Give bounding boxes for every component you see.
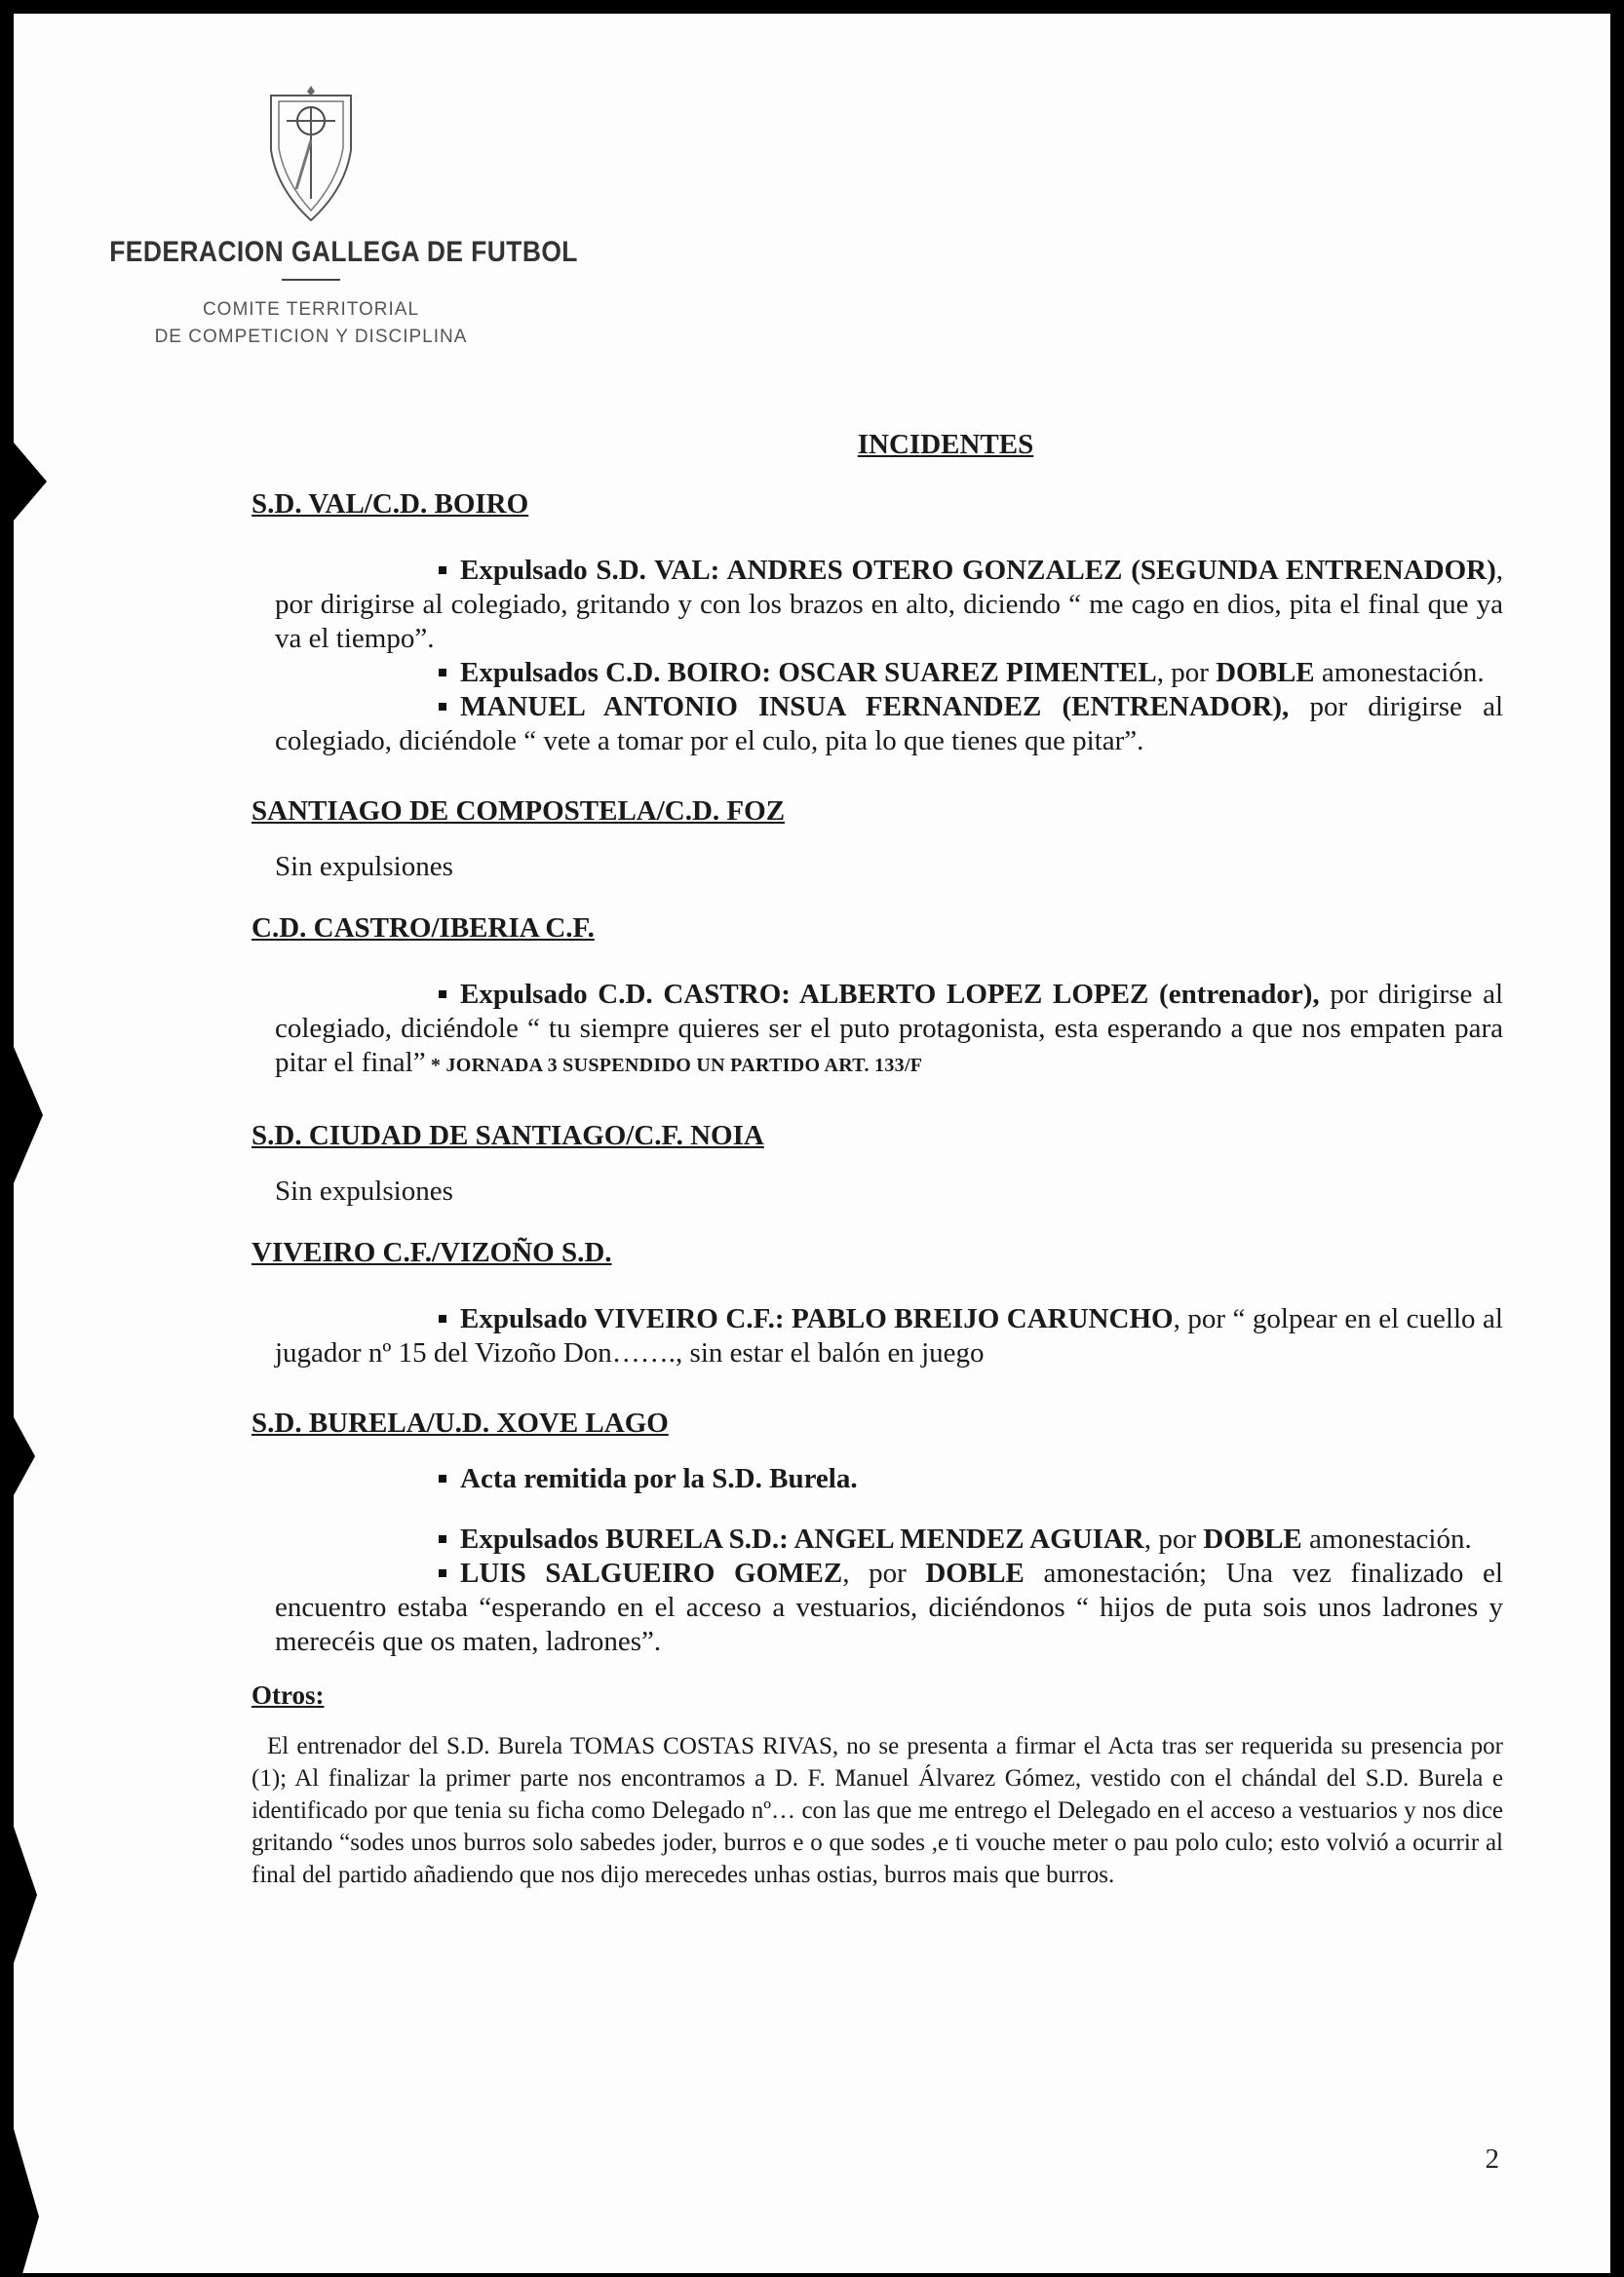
bullet-icon: [439, 1475, 446, 1483]
torn-edge: [14, 443, 47, 521]
bullet-icon: [439, 1535, 446, 1543]
acta-note: Acta remitida por la S.D. Burela.: [275, 1463, 1503, 1495]
federation-name: FEDERACION GALLEGA DE FUTBOL: [109, 236, 578, 268]
committee-line-1: COMITE TERRITORIAL: [202, 299, 420, 320]
bullet-icon: [439, 1315, 446, 1323]
otros-paragraph: El entrenador del S.D. Burela TOMAS COSTAS RIVAS, no se presenta a firmar el Acta tras ser requerida su presencia por (1); Al finalizar la primer parte nos encontramos a D. F. Manuel Álvarez Gómez, vestido con el chándal del S.D. Burela e identificado por que tenia su ficha como Delegado nº… con las que me entrego el Delegado en el acceso a vestuarios y nos dice gritando “sodes unos burros solo sabedes joder, burros e o que sodes ,e ti vouche meter o pau polo culo; esto volvió a ocurrir al final del partido añadiendo que nos dijo merecedes unhas ostias, burros mais que burros.: [251, 1733, 1503, 1888]
letterhead: [82, 82, 578, 351]
no-expulsions-text: Sin expulsiones: [275, 851, 453, 882]
torn-edge: [14, 2129, 39, 2273]
document-page: [14, 14, 1610, 2273]
no-expulsions-text: Sin expulsiones: [275, 1176, 453, 1207]
incident-item: LUIS SALGUEIRO GOMEZ, por DOBLE amonestación; Una vez finalizado el encuentro estaba “esperando en el acceso a vestuarios, diciéndonos “ hijos de puta sois unos ladrones y merecéis que os maten, ladrones”.: [275, 1558, 1503, 1657]
match-heading: S.D. CIUDAD DE SANTIAGO/C.F. NOIA: [251, 1120, 764, 1151]
document-body: [251, 429, 1503, 1891]
torn-edge: [14, 1047, 43, 1183]
page-number: 2: [1485, 2143, 1499, 2175]
page-title: INCIDENTES: [857, 429, 1034, 460]
bullet-icon: [439, 1569, 446, 1577]
bullet-icon: [439, 566, 446, 574]
match-heading: C.D. CASTRO/IBERIA C.F.: [251, 912, 595, 944]
divider: [282, 279, 340, 281]
crest-icon: [267, 82, 355, 222]
torn-edge: [14, 1417, 35, 1495]
torn-edge: [14, 1827, 37, 1963]
incident-item: Expulsados BURELA S.D.: ANGEL MENDEZ AGUIAR, por DOBLE amonestación.: [275, 1523, 1503, 1557]
bullet-icon: [439, 703, 446, 711]
committee-line-2: DE COMPETICION Y DISCIPLINA: [154, 327, 468, 347]
incident-item: Expulsado C.D. CASTRO: ALBERTO LOPEZ LOPEZ (entrenador), por dirigirse al colegiado, diciéndole “ tu siempre quieres ser el puto protagonista, esta esperando a que nos empaten para pitar el final” * JORNADA 3 SUSPENDIDO UN PARTIDO ART. 133/F: [275, 979, 1504, 1078]
match-heading: SANTIAGO DE COMPOSTELA/C.D. FOZ: [251, 795, 786, 827]
match-heading: VIVEIRO C.F./VIZOÑO S.D.: [251, 1237, 612, 1268]
match-heading: S.D. BURELA/U.D. XOVE LAGO: [251, 1408, 669, 1439]
match-heading: S.D. VAL/C.D. BOIRO: [251, 488, 529, 520]
otros-heading: Otros:: [251, 1680, 325, 1710]
bullet-icon: [439, 990, 446, 998]
incident-item: Expulsado VIVEIRO C.F.: PABLO BREIJO CARUNCHO, por “ golpear en el cuello al jugador nº 15 del Vizoño Don……., sin estar el balón en juego: [275, 1303, 1503, 1369]
incident-item: Expulsado S.D. VAL: ANDRES OTERO GONZALEZ (SEGUNDA ENTRENADOR), por dirigirse al colegiado, gritando y con los brazos en alto, diciendo “ me cago en dios, pita el final que ya va el tiempo”.: [275, 555, 1503, 654]
bullet-icon: [439, 669, 446, 676]
incident-item: MANUEL ANTONIO INSUA FERNANDEZ (ENTRENADOR), por dirigirse al colegiado, diciéndole “ vete a tomar por el culo, pita lo que tienes que pitar”.: [275, 691, 1504, 756]
incident-item: Expulsados C.D. BOIRO: OSCAR SUAREZ PIMENTEL, por DOBLE amonestación.: [275, 656, 1503, 690]
